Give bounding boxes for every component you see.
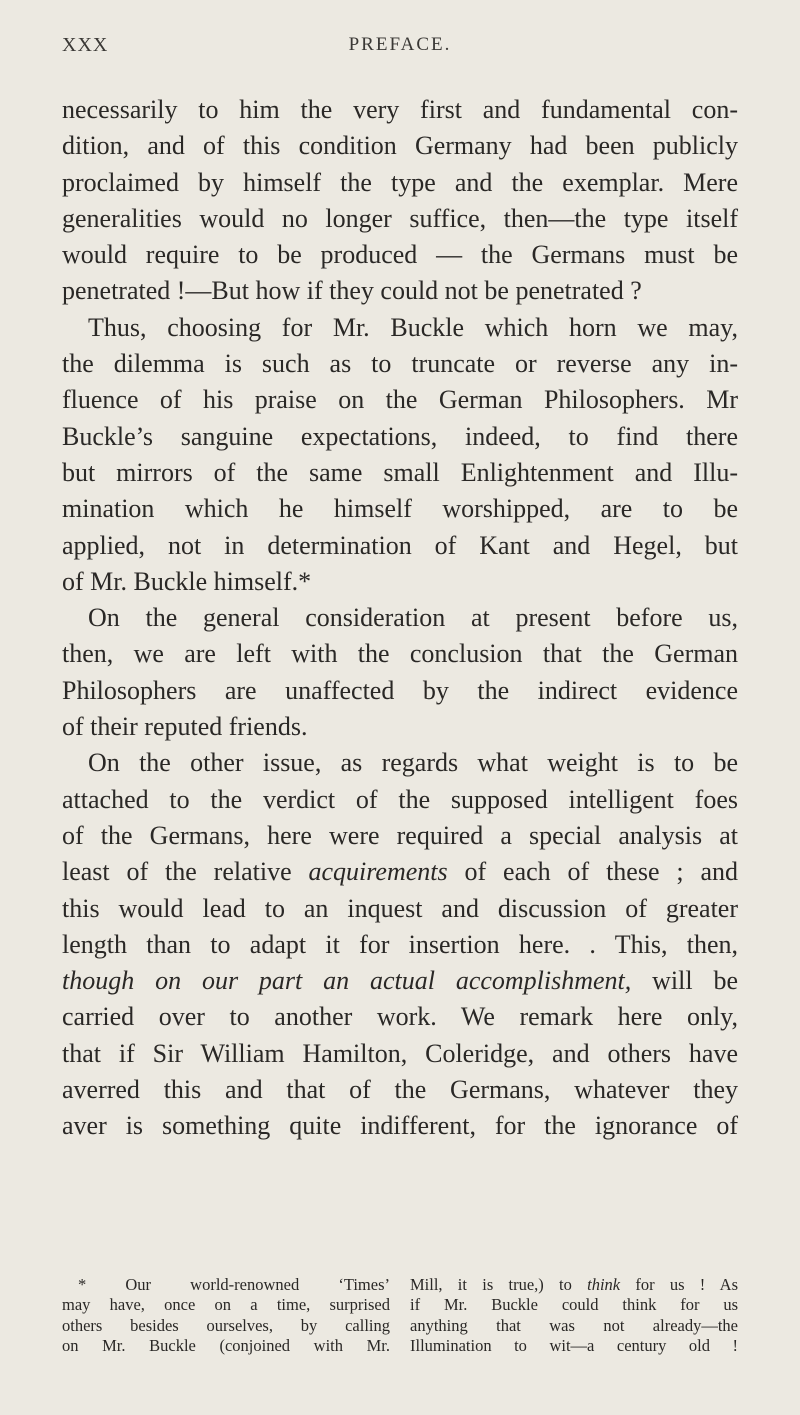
text-line: penetrated !—But how if they could not be penetrated ? [62, 276, 642, 306]
italic-phrase: though on our part an actual accomplishment, [62, 966, 632, 996]
body-text [62, 92, 738, 1145]
footnote-line [410, 1275, 738, 1295]
text-line: averred this and that of the Germans, whatever they [62, 1075, 738, 1105]
text-line: length than to adapt it for insertion here. . This, then, [62, 929, 738, 959]
text-line: On the general consideration at present before us, [88, 603, 738, 633]
text-segment: will be [631, 966, 738, 996]
text-line: dition, and of this condition Germany had been publicly [62, 131, 738, 161]
text-line: fluence of his praise on the German Philosophers. Mr [62, 385, 738, 415]
text-line: of Mr. Buckle himself.* [62, 566, 312, 596]
text-segment: Mill, it is true,) to [410, 1275, 588, 1294]
text-line: Philosophers are unaffected by the indirect evidence [62, 675, 738, 705]
footnote-line: on Mr. Buckle (conjoined with Mr. [62, 1335, 390, 1355]
text-line: necessarily to him the very first and fundamental con- [62, 95, 738, 124]
text-segment: least of the relative [62, 857, 309, 887]
italic-term: acquirements [308, 857, 448, 887]
text-line: would require to be produced — the Germans must be [62, 240, 738, 270]
text-line: of their reputed friends. [62, 712, 308, 742]
footnote-line: if Mr. Buckle could think for us [410, 1295, 738, 1315]
text-line: the dilemma is such as to truncate or reverse any in- [62, 349, 738, 379]
italic-term: think [587, 1275, 621, 1294]
text-line: carried over to another work. We remark here only, [62, 1002, 738, 1032]
text-line: that if Sir William Hamilton, Coleridge, and others have [62, 1038, 738, 1068]
text-line [62, 963, 738, 999]
text-line [62, 854, 738, 890]
text-line: aver is something quite indifferent, for the ignorance of [62, 1111, 738, 1141]
footnote-column-right [410, 1275, 738, 1356]
text-line: but mirrors of the same small Enlightenment and Illu- [62, 457, 738, 487]
text-segment: for us ! As [620, 1275, 738, 1294]
page-number: XXX [62, 34, 109, 56]
footnote-line: Illumination to wit—a century old ! [410, 1335, 738, 1355]
text-line: this would lead to an inquest and discussion of greater [62, 893, 738, 923]
text-line: then, we are left with the conclusion that the German [62, 639, 738, 669]
text-line: proclaimed by himself the type and the exemplar. Mere [62, 167, 738, 197]
footnote-line: * Our world-renowned ‘Times’ [78, 1275, 390, 1294]
footnote-column-left [62, 1275, 390, 1356]
footnote-line: anything that was not already—the [410, 1315, 738, 1335]
text-line: mination which he himself worshipped, are to be [62, 494, 738, 524]
footnote [62, 1275, 738, 1356]
footnote-line: may have, once on a time, surprised [62, 1295, 390, 1315]
page-header [62, 34, 738, 74]
text-line: attached to the verdict of the supposed intelligent foes [62, 784, 738, 814]
text-line: of the Germans, here were required a special analysis at [62, 820, 738, 850]
text-line: Thus, choosing for Mr. Buckle which horn we may, [88, 312, 738, 342]
footnote-line: others besides ourselves, by calling [62, 1315, 390, 1335]
text-line: On the other issue, as regards what weight is to be [88, 748, 738, 778]
text-line: generalities would no longer suffice, then—the type itself [62, 203, 738, 233]
running-head: PREFACE. [348, 34, 452, 55]
text-segment: of each of these ; and [447, 857, 738, 887]
text-line: Buckle’s sanguine expectations, indeed, to find there [62, 421, 738, 451]
text-line: applied, not in determination of Kant and Hegel, but [62, 530, 738, 560]
